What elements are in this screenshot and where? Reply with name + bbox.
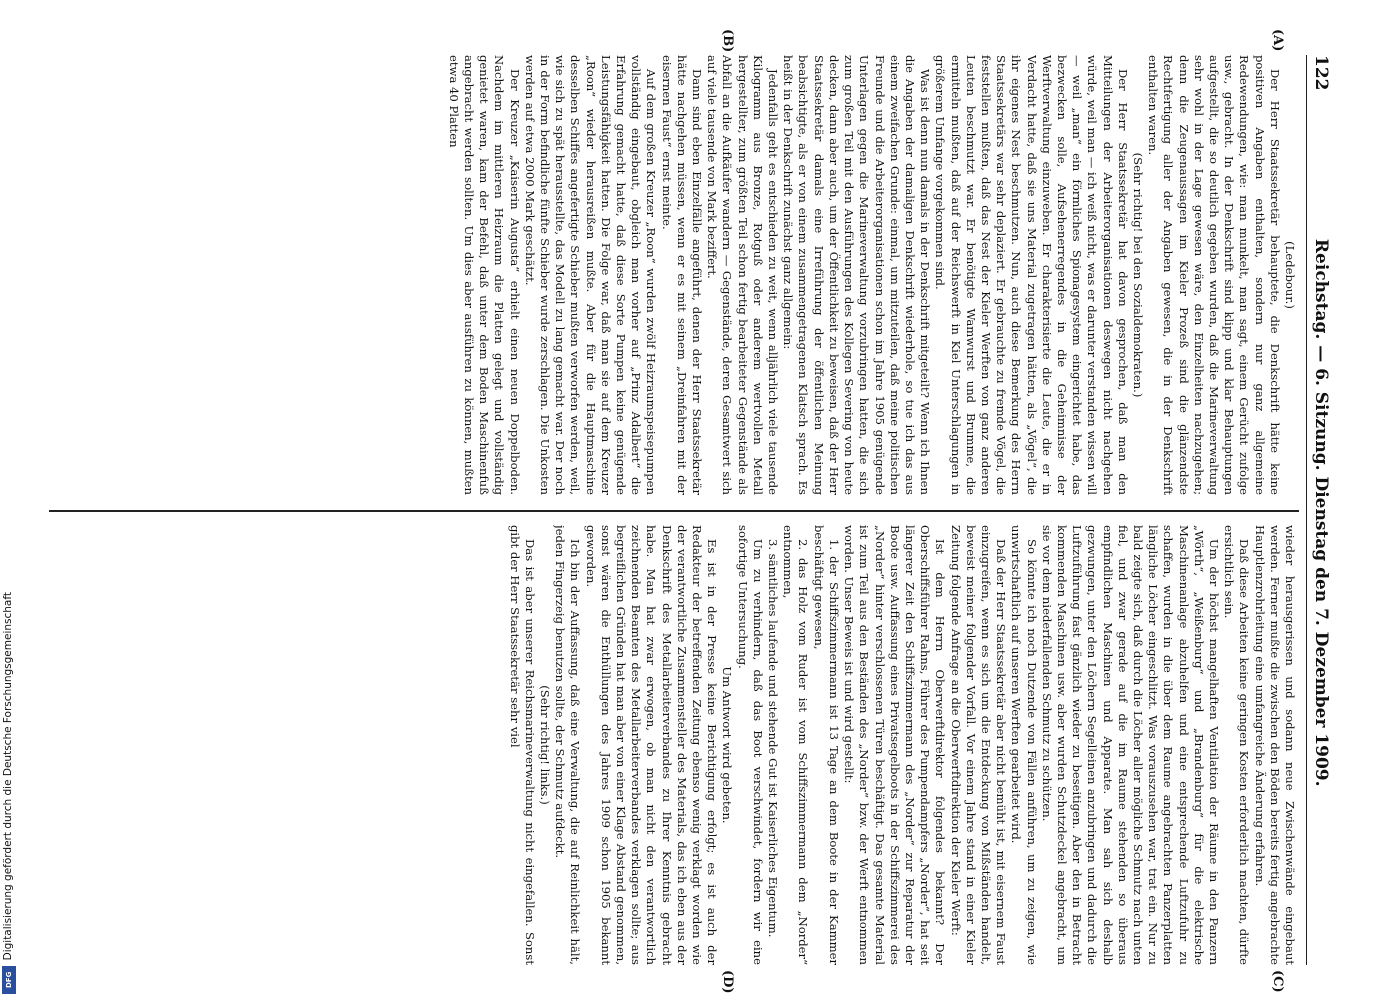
- page-header: [1306, 55, 1335, 965]
- left-column: [52, 55, 1297, 495]
- list-item: 2. das Holz vom Ruder ist vom Schiffszimmermann dem „Norder“ entnommen,: [781, 525, 811, 965]
- page-title: Reichstag. — 6. Sitzung. Dienstag den 7. Dezember 1909.: [1311, 238, 1331, 787]
- interjection: (Sehr richtig! bei den Sozialdemokraten.): [1130, 152, 1145, 398]
- dfg-logo: DFG: [2, 966, 16, 994]
- quote-paragraph: Daß diese Arbeiten keine geringen Kosten erforderlich machten, dürfte ersichtlich sein.: [1222, 525, 1252, 965]
- right-column: [52, 525, 1297, 965]
- list-item: 1. der Schiffszimmermann ist 13 Tage an dem Boote in der Kammer beschäftigt gewesen,: [811, 525, 841, 965]
- quote-paragraph: Der Kreuzer „Kaiserin Augusta“ erhielt einen neuen Doppelboden. Nachdem im mittleren Heizraum die Platten gelegt und vollständig genietet waren, kam der Befehl, daß unter dem Boden Maschinenfuß angebracht werden sollten. Um dies aber ausführen zu können, mußten etwa 40 Platten: [446, 55, 522, 495]
- quote-paragraph: Um zu verhindern, daß das Boot verschwindet, fordern wir eine sofortige Untersuchung.: [735, 525, 765, 965]
- margin-marker-a: (A): [1270, 29, 1285, 52]
- paragraph: Dann sind eben Einzelfälle angeführt, denen der Herr Staatssekretär hätte nachgehen müssen, wenn er es mit seinem „Dreinfahren mit der eisernen Faust“ ernst meinte.: [659, 55, 705, 495]
- digitization-note: Digitalisierung gefördert durch die Deutsche Forschungsgemeinschaft: [2, 591, 14, 960]
- page: [45, 29, 1335, 994]
- quote-paragraph: Ist dem Herrn Oberwerftdirektor folgendes bekannt? Der Oberschiffsführer Rahns, Führer des Pumpendampfers „Norder“, hat seit längerer Zeit den Schiffszimmermann des „Norder“ zur Reparatur der Boote usw. Auffassung eines Privatsegelboots in der Schiffszimmerei des „Norder“ hinter verschlossenen Türen beschäftigt. Das gesamte Material ist zum Teil aus den Beständen des „Norder“ bzw. der Werft entnommen worden. Unser Beweis ist und wird gestellt:: [842, 525, 948, 965]
- paragraph: So könnte ich noch Dutzende von Fällen anführen, um zu zeigen, wie unwirtschaftlich auf unseren Werften gearbeitet wird.: [1009, 525, 1039, 965]
- quote-paragraph: Jedenfalls geht es entschieden zu weit, wenn alljährlich viele tausende Kilogramm aus Bronze, Rotguß oder anderem wertvollen Metall hergestellter, zum größten Teil schon fertig bearbeiteter Gegenstände als Abfall an die Aufkäufer wandern — Gegenstände, deren Gesamtwert sich auf viele tausende von Mark beziffert.: [705, 55, 781, 495]
- quote-paragraph: Auf dem großen Kreuzer „Roon“ wurden zwölf Heizraumspeisepumpen vollständig eingebaut, obgleich man vorher auf „Prinz Adalbert“ die Erfahrung gemacht hatte, daß diese Sorte Pumpen keine genügende Leistungsfähigkeit hatten. Die Folge war, daß man sie auf dem Kreuzer „Roon“ wieder herausreißen mußte. Aber für die Hauptmaschine desselben Schiffes angefertigte Schieber mußten verworfen werden, weil, wie sich zu spät herausstellte, das Modell zu lang gemacht war. Der noch in der Form befindliche fünfte Schieber wurde zerschlagen. Die Unkosten werden auf etwa 2000 Mark geschätzt.: [522, 55, 659, 495]
- page-number: 122: [1311, 55, 1331, 91]
- speaker-label: (Ledebour.): [1283, 241, 1297, 309]
- paragraph: Ich bin der Auffassung, daß eine Verwaltung, die auf Reinlichkeit hält, jeden Fingerzeig benutzen sollte, der Schmutz aufdeckt.: [553, 525, 583, 965]
- paragraph: Daß der Herr Staatssekretär aber nicht bemüht ist, mit eisernem Faust einzugreifen, wenn es sich um die Entdeckung von Mißständen handelt, beweist meiner folgender Vorfall. Vor einem Jahre stand in einer Kieler Zeitung folgende Anfrage an die Oberwerftdirektion der Kieler Werft:: [948, 525, 1009, 965]
- paragraph: Das ist aber unserer Reichsmarineverwaltung nicht eingefallen. Sonst gibt der Herr Staatssekretär sehr viel: [507, 525, 537, 965]
- interjection: (Sehr richtig! links.): [538, 685, 553, 805]
- paragraph: Es ist in der Presse keine Berichtigung erfolgt; es ist auch der Redakteur der betreffenden Zeitung ebenso wenig verklagt worden wie der verantwortliche Zusammensteller des Materials, das ich eben aus der Denkschrift des Metallarbeiterverbandes zu Ihrer Kenntnis gebracht habe. Man hat zwar erwogen, ob man nicht den verantwortlich zeichnenden Beamten des Metallarbeiterverbandes verklagen sollte; aus begreiflichen Gründen hat man aber von einer Klage Abstand genommen, sonst wären die Enthüllungen des Jahres 1909 schon 1905 bekannt geworden.: [583, 525, 720, 965]
- paragraph: Was ist denn nun damals in der Denkschrift mitgeteilt? Wenn ich Ihnen die Angaben der damaligen Denkschrift wiederhole, so tue ich das aus einem zweifachen Grunde: einmal, um mitzuteilen, daß meine politischen Freunde und die Arbeiterorganisationen schon im Jahre 1905 genügende Unterlagen gegen die Marineverwaltung vorzubringen hatten, die sich zum großen Teil mit den Ausführungen des Kollegen Severing von heute decken, dann aber auch, um der Öffentlichkeit zu beweisen, daß der Herr Staatssekretär damals eine Irreführung der öffentlichen Meinung beabsichtigte, als er von einem zusammengetragenen Klatsch sprach. Es heißt in der Denkschrift zunächst ganz allgemein:: [781, 55, 933, 495]
- quote-paragraph: Um der höchst mangelhaften Ventilation der Räume in den Panzern „Wörth“, „Weißenburg“ und „Brandenburg“ für die elektrische Maschinenanlage abzuhelfen und eine entsprechende Luftzufuhr zu schaffen, wurden in die über dem Raume angebrachten Panzerplatten längliche Löcher eingeschlitzt. Was vorauszusehen war, trat ein. Nur zu bald zeigte sich, daß durch die Löcher aller mögliche Schmutz nach unten fiel, und zwar gerade auf die im Raume stehenden so überaus empfindlichen Maschinen und Apparate. Man sah sich deshalb gezwungen, unter den Löchern Segelleinen anzubringen und dadurch die Luftzuführung fast gänzlich wieder zu beseitigen. Aber den in Betracht kommenden Maschinen usw. aber wurden Schutzdeckel angebracht, um sie vor dem niederfallenden Schmutz zu schützen.: [1039, 525, 1221, 965]
- column-divider: [49, 510, 1299, 512]
- margin-marker-d: (D): [720, 970, 735, 994]
- paragraph: Der Herr Staatssekretär behauptete, die Denkschrift hätte keine positiven Angaben enthalten, sondern nur ganz allgemeine Redewendungen, wie: man munkelt, man sagt, einem Gerücht zufolge usw., gebracht. In der Denkschrift sind klipp und klar Behauptungen aufgestellt, die so deutlich gegeben wurden, daß die Marineverwaltung sehr wohl in der Lage gewesen wäre, den Einzelheiten nachzugehen; denn die Zeugenaussagen im Kieler Prozeß sind die glänzendste Rechtfertigung aller der Angaben gewesen, die in der Denkschrift enthalten waren.: [1146, 55, 1282, 495]
- margin-marker-b: (B): [720, 29, 735, 53]
- rotated-page: [45, 29, 1335, 994]
- list-item: 3. sämtliches laufende und stehende Gut ist Kaiserliches Eigentum.: [766, 539, 781, 938]
- quote-closing: Um Antwort wird gebeten.: [720, 666, 735, 824]
- paragraph: Der Herr Staatssekretär hat davon gesprochen, daß man den Mitteilungen der Arbeiterorganisationen deswegen nicht nachgehen würde, weil man — ich weiß nicht, was er darunter verstanden wissen will — weil „man“ ein förmliches Spionagesystem eingerichtet habe, das bezwecken solle, Aufsehenerregendes in die Geheimnisse der Werftverwaltung einzuweben. Er charakterisierte die Leute, die er in Verdacht hatte, daß sie uns Material zugetragen hätten, als „Vögel“, die ihr eigenes Nest beschmutzen. Nun, auch diese Bemerkung des Herrn Staatssekretärs war sehr deplaziert. Er gebrauchte zu fremde Vögel, die feststellen mußten, daß das Nest der Kieler Werften von ganz anderen Leuten beschmutzt war. Er benötigte Wamwurst und Brumme, die ermitteln mußten, daß auf der Reichswerft in Kiel Unterschlagungen in größerem Umfange vorgekommen sind.: [933, 55, 1130, 495]
- quote-paragraph: wieder herausgerissen und sodann neue Zwischenwände eingebaut werden. Ferner mußte die zwischen den Böden bereits fertig angebrachte Hauptlenzrohrleitung eine umfangreiche Änderung erfahren.: [1252, 525, 1297, 965]
- margin-marker-c: (C): [1270, 970, 1285, 993]
